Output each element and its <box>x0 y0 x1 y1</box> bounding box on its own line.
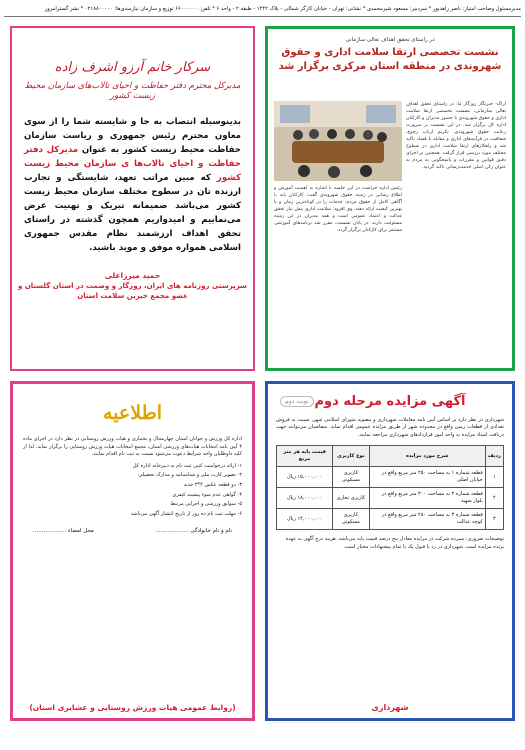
announcement-title: اطلاعیه <box>103 402 162 424</box>
congrats-body-b: که مبین مراتب تعهد، شایستگی و تجارب ارزنده تان در سطوح مختلف سازمان محیط زیست کشور می‌باشد صمیمانه تبریک و تهنیت عرض می‌نماییم و امیدواریم همچون گذشته در راستای تحقق اهداف ارزشمند نظام مقدس جمهوری اسلامی همواره موفق و موید باشید. <box>24 173 241 253</box>
signature-block <box>12 271 253 301</box>
table-cell: ۲ <box>485 488 503 509</box>
announcement-ad <box>10 381 255 721</box>
table-cell: ۱۵,۰۰۰,۰۰۰ ریال <box>277 467 333 488</box>
announcement-item: ۴- گواهی عدم سوء پیشینه کیفری <box>172 491 242 498</box>
signature-row <box>13 528 252 534</box>
announcement-item: ۱- ارائه درخواست کتبی ثبت نام به دبیرخانه اداره کل <box>132 462 242 469</box>
header-cell: نوع کاربری <box>333 446 370 467</box>
article-columns <box>274 101 506 362</box>
header-cell: قیمت پایه هر متر مربع <box>277 446 333 467</box>
table-cell: ۱ <box>485 467 503 488</box>
table-cell: ۱۸,۰۰۰,۰۰۰ ریال <box>277 488 333 509</box>
table-cell: کاربری تجاری <box>333 488 370 509</box>
announcement-item: ۲- تصویر کارت ملی و شناسنامه و مدارک تحصیلی <box>138 472 242 479</box>
name-field: نام و نام خانوادگی ................... <box>155 528 232 535</box>
article-headline: نشست تخصصی ارتقا سلامت اداری و حقوق شهروندی در منطقه استان مرکزی برگزار شد <box>278 47 502 72</box>
signature-field: محل امضاء ................... <box>33 528 94 535</box>
announcement-intro: اداره کل ورزش و جوانان استان چهارمحال و بختیاری و هیات ورزش روستایی در نظر دارد در اجرای ماده ۴ آیین نامه انتخابات هیات‌های ورزشی استان، مجمع انتخابات هیات ورزش روستایی را برگزار نماید. لذا از کلیه داوطلبان واجد شرایط دعوت می‌شود نسبت به ثبت نام اقدام نمایند. <box>23 436 242 458</box>
auction-footer: شهرداری <box>371 703 409 712</box>
auction-title: آگهی مزایده مرحله دوم <box>314 394 466 409</box>
table-row <box>277 509 504 530</box>
congrats-body-a: بدینوسیله انتصاب به جا و شایسته شما را از سوی معاون محترم رئیس جمهوری و ریاست سازمان حفاظت محیط زیست کشور به عنوان <box>24 117 241 155</box>
news-article <box>265 26 515 371</box>
auction-intro: شهرداری در نظر دارد بر اساس آیین نامه معاملات شهرداری و مصوبه شورای اسلامی شهر، نسبت به فروش تعدادی از قطعات زمین واقع در محدوده شهر از طریق مزایده عمومی اقدام نماید. متقاضیان می‌توانند جهت دریافت اسناد مزایده به واحد امور قراردادهای شهرداری مراجعه نمایند. <box>276 417 504 438</box>
article-column-left: رئیس اداره حراست در این جلسه با اشاره به اهمیت آموزش و اطلاع رسانی در زمینه حقوق شهروندی گفت: کارکنان باید با آگاهی کامل از حقوق مردم، خدمات را در کوتاه‌ترین زمان و با بهترین کیفیت ارائه دهند. وی افزود: سلامت اداری پیش نیاز تحقق عدالت و اعتماد عمومی است و همه مدیران در این زمینه مسئولیت دارند. در پایان نشست، مقرر شد برنامه‌های آموزشی مستمر برای کارکنان برگزار گردد. <box>274 186 402 233</box>
handwritten-recipient: سرکار خانم آرزو اشرف زاده <box>54 60 211 75</box>
announcement-item: ۵- سوابق ورزشی و اجرایی مرتبط <box>170 501 242 508</box>
announcement-items <box>13 463 252 519</box>
table-cell: کاربری مسکونی <box>333 467 370 488</box>
table-cell: قطعه شماره ۱ به مساحت ۲۵۰ متر مربع واقع در خیابان اصلی <box>369 467 485 488</box>
auction-table <box>276 445 504 530</box>
congrats-body-highlight: مدیرکل دفتر حفاظت و احیای تالاب‌ها ی سازمان محیط زیست کشور <box>24 145 241 183</box>
table-cell: قطعه شماره ۳ به مساحت ۲۸۰ متر مربع واقع در کوچه عدالت <box>369 509 485 530</box>
announcement-item: ۶- مهلت ثبت نام ده روز از تاریخ انتشار آگهی می‌باشد <box>130 510 242 517</box>
signer-title-1: سرپرستی روزنامه های ایران، روزگار و وصمت در استان گلستان و <box>18 282 247 290</box>
header-cell: ردیف <box>485 446 503 467</box>
second-round-stamp: نوبت دوم <box>280 396 314 407</box>
table-header-row <box>277 446 504 467</box>
announcement-item: ۳- دو قطعه عکس ۴*۳ جدید <box>183 481 242 488</box>
article-kicker: در راستای تحقق اهداف تعالی سازمانی <box>345 37 435 43</box>
handwritten-position: مدیرکل محترم دفتر حفاظت و احیای تالاب‌های سازمان محیط زیست کشور <box>24 81 241 101</box>
auction-ad <box>265 381 515 721</box>
table-cell: ۳ <box>485 509 503 530</box>
auction-notes: توضیحات ضروری: سپرده شرکت در مزایده معادل پنج درصد قیمت پایه می‌باشد. هزینه درج آگهی به عهده برنده مزایده است. شهرداری در رد یا قبول یک یا تمام پیشنهادات مختار است. <box>285 536 504 550</box>
congratulations-ad <box>10 26 255 371</box>
table-row <box>277 467 504 488</box>
meeting-photo <box>274 101 402 181</box>
table-cell: ۱۴,۰۰۰,۰۰۰ ریال <box>277 509 333 530</box>
table-cell: کاربری مسکونی <box>333 509 370 530</box>
masthead: مدیرمسئول وصاحب امتیاز: ناصر زاهدپور * سردبیر: مسعود شیرمحمدی * نشانی: تهران - خیابان کارگر شمالی - پلاک ۱۴۴۲ - طبقه ۲ - واحد ۶ * تلفن: ۶۶۰۰۰۰۰۰ توزیع و سازمان نیازمندی‌ها: ۰۲۱۸۸۰۰۰۰۰ * نشر گسترامروز <box>4 2 521 17</box>
signer-name: حمید میرزاعلی <box>104 271 161 280</box>
article-column-right: اراک- خبرنگار روزگار ما: در راستای تحقق اهداف تعالی سازمانی، نشست تخصصی ارتقا سلامت اداری و حقوق شهروندی با حضور مدیران و کارکنان اداره کل برگزار شد. در این نشست بر ضرورت رعایت حقوق شهروندی، تکریم ارباب رجوع، شفافیت در فرآیندهای اداری و مقابله با فساد تاکید شد و راهکارهای ارتقا سلامت اداری در سطوح مختلف مورد بررسی قرار گرفت. همچنین بر اجرای دقیق قوانین و مقررات و پاسخگویی به مردم به عنوان رکن اصلی خدمت‌رسانی تاکید گردید. <box>406 102 506 170</box>
table-row <box>277 488 504 509</box>
announcement-footer: (روابط عمومی هیات ورزش روستایی و عشایری استان) <box>29 703 236 712</box>
congratulations-text <box>12 115 253 255</box>
table-cell: قطعه شماره ۲ به مساحت ۳۰۰ متر مربع واقع در بلوار شهید <box>369 488 485 509</box>
signer-title-2: عضو مجمع خیرین سلامت استان <box>77 292 188 300</box>
header-cell: شرح مورد مزایده <box>369 446 485 467</box>
